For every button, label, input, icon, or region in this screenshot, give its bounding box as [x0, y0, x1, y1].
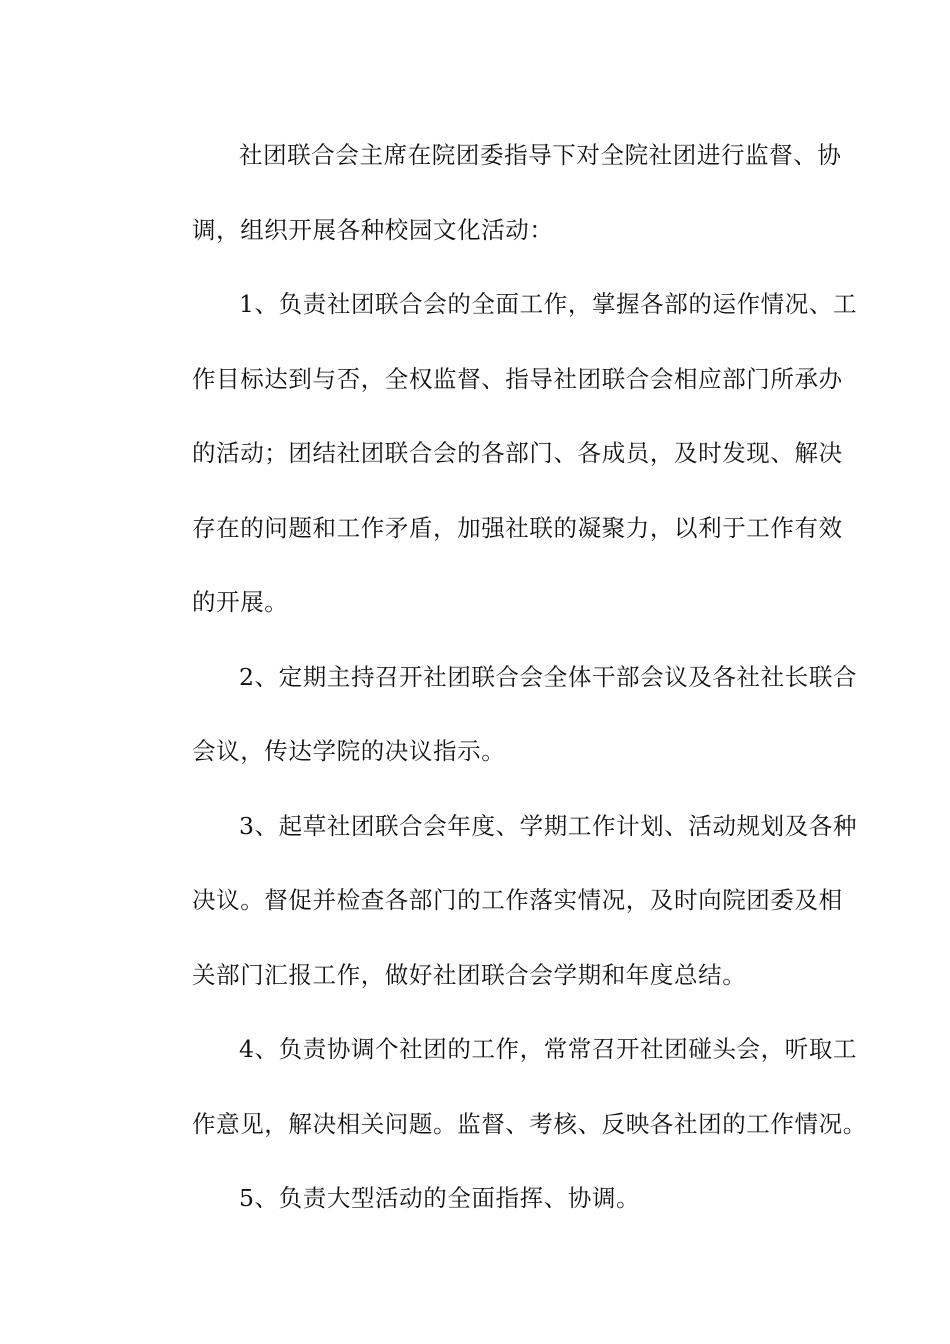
- text-line: 决议。督促并检查各部门的工作落实情况，及时向院团委及相: [192, 886, 843, 914]
- text-line: 作目标达到与否，全权监督、指导社团联合会相应部门所承办: [192, 364, 843, 393]
- text-line: 2、定期主持召开社团联合会全体干部会议及各社社长联合: [239, 662, 858, 691]
- text-line: 的活动；团结社团联合会的各部门、各成员，及时发现、解决: [192, 439, 843, 467]
- paragraph-intro: [145, 118, 842, 267]
- text-line: 关部门汇报工作，做好社团联合会学期和年度总结。: [192, 960, 747, 989]
- text-line: 作意见，解决相关问题。监督、考核、反映各社团的工作情况。: [192, 1109, 867, 1138]
- text-line: 社团联合会主席在院团委指导下对全院社团进行监督、协: [239, 141, 842, 169]
- text-line: 3、起草社团联合会年度、学期工作计划、活动规划及各种: [239, 811, 858, 840]
- paragraph-item-1: [145, 267, 858, 640]
- text-line: 会议，传达学院的决议指示。: [192, 737, 506, 765]
- paragraph-item-4: [145, 1012, 867, 1161]
- paragraph-item-2: [145, 640, 858, 789]
- paragraph-item-5: [145, 1161, 805, 1236]
- text-line: 的开展。: [192, 588, 289, 616]
- text-line: 存在的问题和工作矛盾，加强社联的凝聚力，以利于工作有效: [192, 513, 843, 542]
- text-line: 1、负责社团联合会的全面工作，掌握各部的运作情况、工: [239, 290, 858, 318]
- document-body: [145, 118, 867, 1236]
- text-line: 调，组织开展各种校园文化活动：: [192, 215, 554, 244]
- text-line: 4、负责协调个社团的工作，常常召开社团碰头会，听取工: [239, 1035, 858, 1063]
- paragraph-item-3: [145, 789, 858, 1013]
- text-line: 5、负责大型活动的全面指挥、协调。: [239, 1184, 641, 1212]
